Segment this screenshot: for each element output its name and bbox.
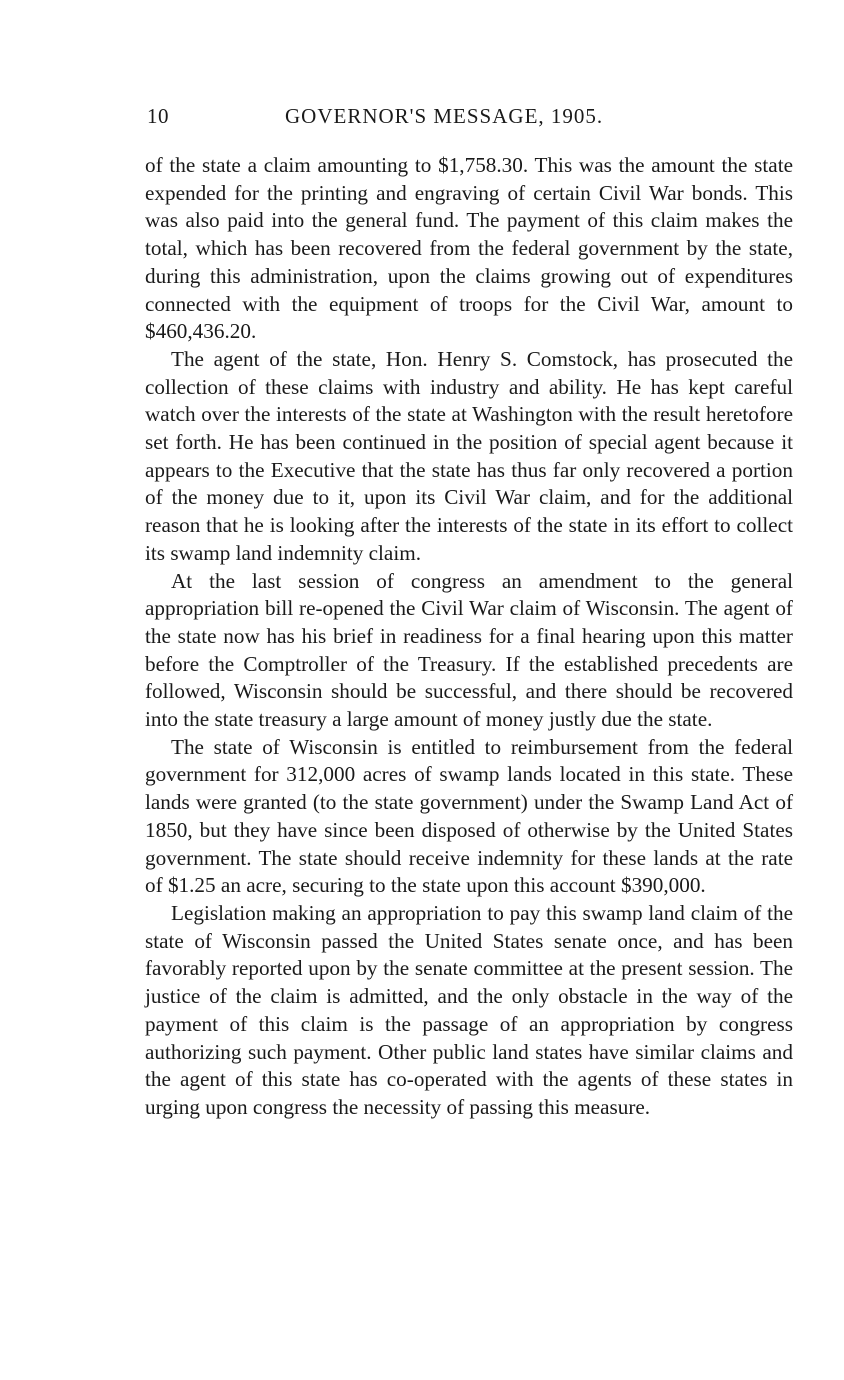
running-title: GOVERNOR'S MESSAGE, 1905.: [285, 104, 604, 128]
paragraph-continuation: of the state a claim amounting to $1,758.30. This was the amount the state expended for the printing and engraving of certain Civil War bonds. This was also paid into the general fund. The payment of this claim makes the total, which has been recovered from the federal government by the state, during this administration, upon the claims growing out of expenditures connected with the equipment of troops for the Civil War, amount to $460,436.20.: [145, 153, 793, 344]
body-text: [145, 152, 793, 1122]
page-header: [145, 100, 793, 138]
page-number: 10: [147, 104, 169, 128]
document-page: [145, 100, 793, 1122]
paragraph-civil-war-claim: At the last session of congress an amendment to the general appropriation bill re-opened the Civil War claim of Wisconsin. The agent of the state now has his brief in readiness for a final hearing upon this matter before the Comptroller of the Treasury. If the established precedents are followed, Wisconsin should be successful, and there should be recovered into the state treasury a large amount of money justly due the state.: [145, 568, 793, 732]
paragraph-swamp-lands: The state of Wisconsin is entitled to reimbursement from the federal government for 312,000 acres of swamp lands located in this state. These lands were granted (to the state government) under the Swamp Land Act of 1850, but they have since been disposed of otherwise by the United States government. The state should receive indemnity for these lands at the rate of $1.25 an acre, securing to the state upon this account $390,000.: [145, 734, 793, 898]
paragraph-agent-comstock: The agent of the state, Hon. Henry S. Comstock, has prosecuted the collection of these claims with industry and ability. He has kept careful watch over the interests of the state at Washington with the result heretofore set forth. He has been continued in the position of special agent because it appears to the Executive that the state has thus far only recovered a portion of the money due to it, upon its Civil War claim, and for the additional reason that he is looking after the interests of the state in its effort to collect its swamp land indemnity claim.: [145, 346, 793, 565]
paragraph-legislation: Legislation making an appropriation to pay this swamp land claim of the state of Wisconsin passed the United States senate once, and has been favorably reported upon by the senate committee at the present session. The justice of the claim is admitted, and the only obstacle in the way of the payment of this claim is the passage of an appropriation by congress authorizing such payment. Other public land states have similar claims and the agent of this state has co-operated with the agents of these states in urging upon congress the necessity of passing this measure.: [145, 900, 793, 1119]
